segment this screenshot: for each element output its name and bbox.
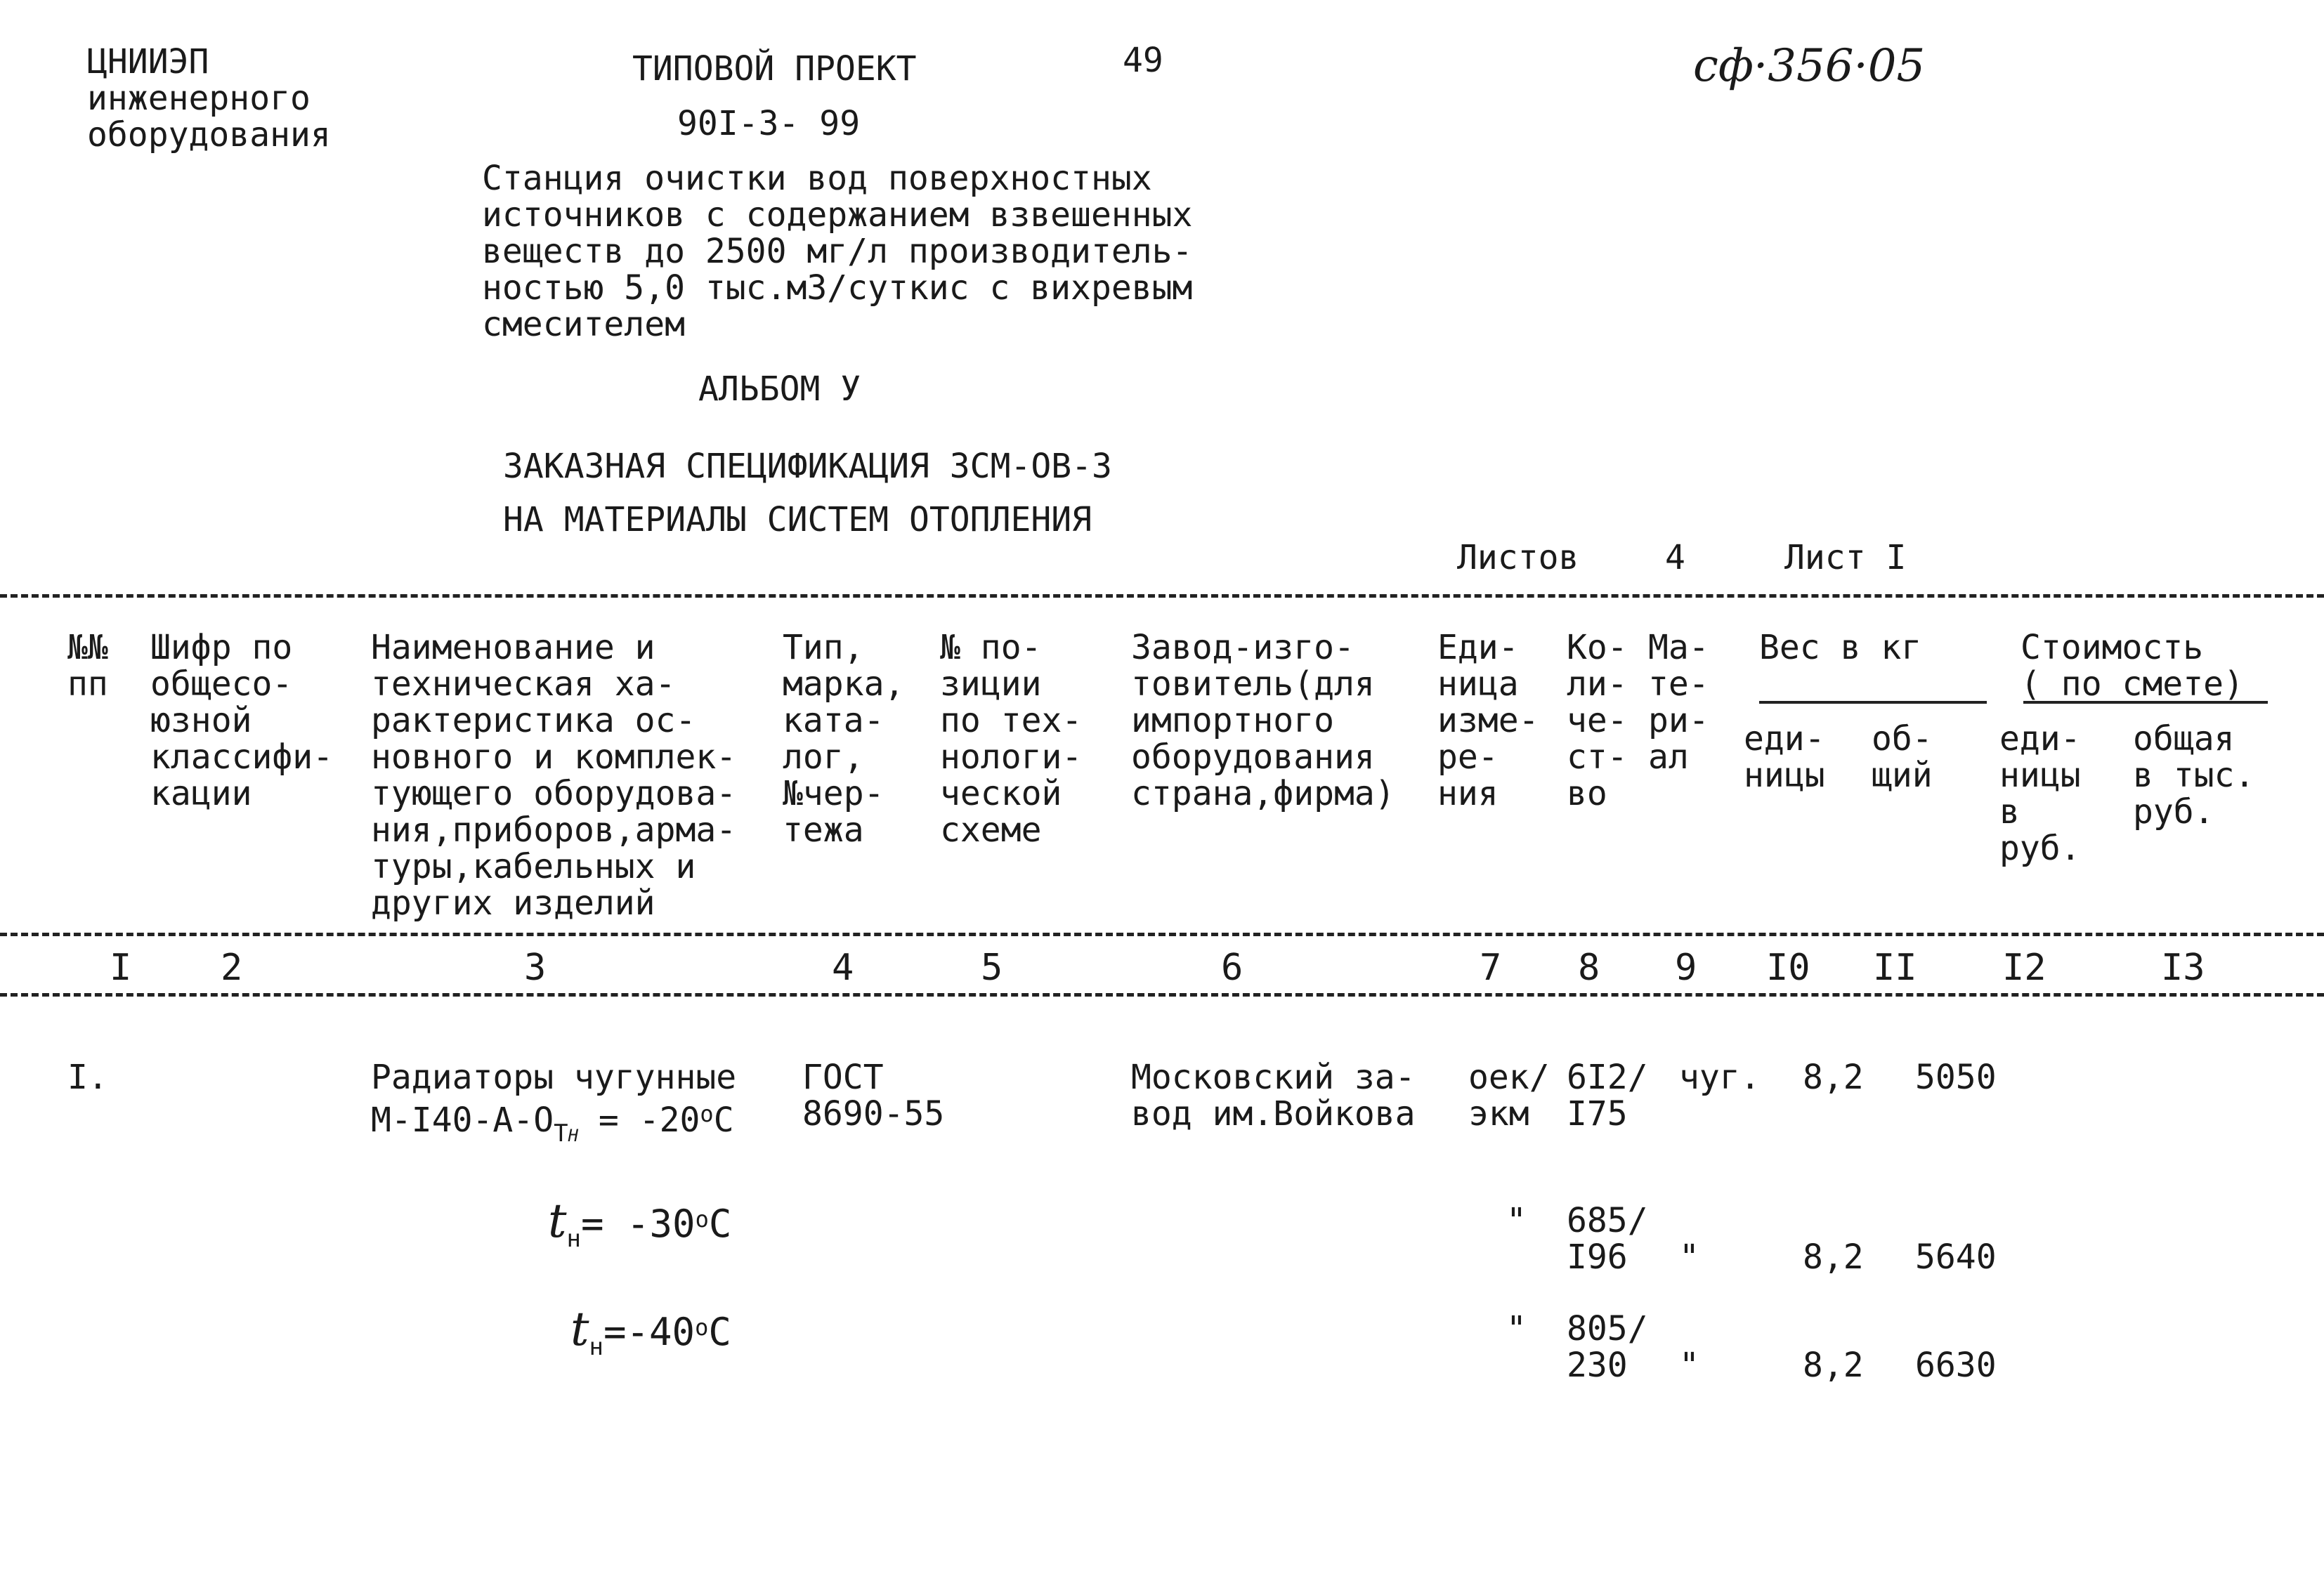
- header-col4: Тип, марка, ката- лог, №чер- тежа: [783, 628, 905, 850]
- column-number: 9: [1675, 947, 1697, 989]
- header-col11: об- щий: [1872, 719, 1933, 795]
- column-number: I0: [1766, 947, 1810, 989]
- stamp-code: сф·356·05: [1693, 40, 1926, 92]
- item-material: чуг.: [1679, 1058, 1761, 1097]
- column-number: 5: [981, 947, 1003, 989]
- temperature-label: $t_н=-40^oС$: [570, 1302, 731, 1361]
- item-weight-unit: 8,2: [1803, 1058, 1864, 1097]
- column-number: 4: [832, 947, 854, 989]
- column-number: 7: [1480, 947, 1502, 989]
- sheets-label: Листов: [1457, 538, 1579, 577]
- project-number: 90I-3- 99: [677, 104, 861, 143]
- sheet-number: Лист I: [1784, 538, 1907, 577]
- item-model: $М-I40-А-О_{ТН} = -20^oС$: [371, 1101, 734, 1148]
- page-number: 49: [1123, 41, 1163, 80]
- item-weight-total: 5050: [1915, 1058, 1997, 1097]
- table-top-rule: [0, 594, 2324, 598]
- sheets-count: 4: [1665, 538, 1685, 577]
- column-number: II: [1873, 947, 1917, 989]
- header-cost-group: Стоимость ( по смете): [2021, 628, 2244, 704]
- header-col3: Наименование и техническая ха- рактеристика ос- новного и комплек- тующего оборудова- ния,приборов,арма- туры,кабельных и других изделий: [371, 628, 737, 923]
- spec-title-line1: ЗАКАЗНАЯ СПЕЦИФИКАЦИЯ ЗСМ-ОВ-3: [503, 447, 1112, 486]
- header-col1: №№ пп: [67, 628, 108, 704]
- item-weight-unit: 8,2: [1803, 1237, 1864, 1277]
- album-title: АЛЬБОМ У: [698, 369, 861, 409]
- column-number: 2: [221, 947, 243, 989]
- header-col10: еди- ницы: [1744, 719, 1825, 795]
- header-col13: общая в тыс. руб.: [2133, 719, 2255, 832]
- item-manufacturer: Московский за- вод им.Войкова: [1131, 1058, 1416, 1134]
- column-number: I3: [2161, 947, 2205, 989]
- column-number: I2: [2002, 947, 2046, 989]
- column-number: I: [110, 947, 132, 989]
- item-weight-unit: 8,2: [1803, 1346, 1864, 1385]
- cost-group-rule: [2023, 701, 2268, 704]
- item-standard: ГОСТ: [802, 1058, 884, 1097]
- spec-title-line2: НА МАТЕРИАЛЫ СИСТЕМ ОТОПЛЕНИЯ: [503, 500, 1092, 539]
- temperature-label: $t_н= -30^oС$: [548, 1194, 732, 1253]
- item-quantity: 805/ 230: [1567, 1309, 1648, 1385]
- item-unit: оек/ экм: [1468, 1058, 1550, 1134]
- ditto-mark: ": [1679, 1237, 1699, 1277]
- item-quantity: 6I2/ I75: [1567, 1058, 1648, 1134]
- column-number-top-rule: [0, 933, 2324, 936]
- column-number: 8: [1578, 947, 1600, 989]
- column-number: 6: [1221, 947, 1243, 989]
- item-weight-total: 6630: [1915, 1346, 1997, 1385]
- column-number-bottom-rule: [0, 993, 2324, 997]
- weight-group-rule: [1759, 701, 1987, 704]
- project-description: Станция очистки вод поверхностных источников с содержанием взвешенных веществ до 2500 мг/л производитель- ностью 5,0 тыс.м3/суткис с вихревым смесителем: [482, 159, 1193, 344]
- item-quantity: 685/ I96: [1567, 1201, 1648, 1277]
- header-col2: Шифр по общесо- юзной классифи- кации: [150, 628, 334, 813]
- header-col9: Ма- те- ри- ал: [1648, 628, 1709, 777]
- row-number: I.: [67, 1058, 108, 1097]
- header-col5: № по- зиции по тех- нологи- ческой схеме: [940, 628, 1083, 850]
- item-name: Радиаторы чугунные: [371, 1058, 737, 1097]
- header-col8: Ко- ли- че- ст- во: [1567, 628, 1628, 813]
- header-weight-group: Вес в кг: [1759, 628, 1922, 667]
- header-col6: Завод-изго- товитель(для импортного оборудования страна,фирма): [1131, 628, 1395, 813]
- column-number: 3: [524, 947, 547, 989]
- ditto-mark: ": [1506, 1201, 1527, 1240]
- ditto-mark: ": [1506, 1309, 1527, 1348]
- project-label: ТИПОВОЙ ПРОЕКТ: [632, 49, 917, 88]
- header-col7: Еди- ница изме- ре- ния: [1437, 628, 1539, 813]
- organization-name: ЦНИИЭП инженерного оборудования: [87, 42, 331, 155]
- ditto-mark: ": [1679, 1346, 1699, 1385]
- header-col12: еди- ницы в руб.: [1999, 719, 2081, 868]
- item-standard-number: 8690-55: [802, 1094, 945, 1134]
- item-weight-total: 5640: [1915, 1237, 1997, 1277]
